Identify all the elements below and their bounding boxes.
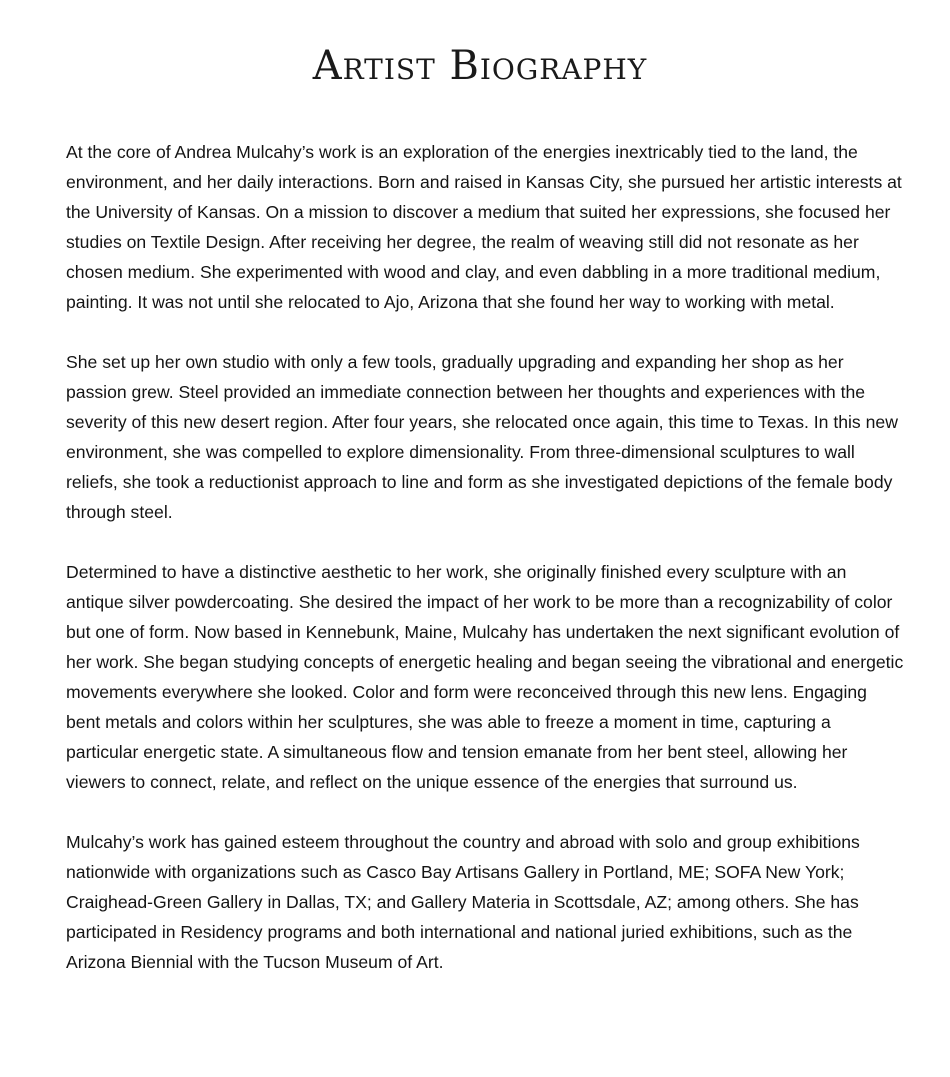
bio-paragraph-1: At the core of Andrea Mulcahy’s work is an exploration of the energies inextricably tied to the land, the environment, and her daily interactions. Born and raised in Kansas City, she pursued her artistic interests at the University of Kansas. On a mission to discover a medium that suited her expressions, she focused her studies on Textile Design. After receiving her degree, the realm of weaving still did not resonate as her chosen medium. She experimented with wood and clay, and even dabbling in a more traditional medium, painting. It was not until she relocated to Ajo, Arizona that she found her way to working with metal. [66, 142, 902, 312]
bio-paragraph-2: She set up her own studio with only a few tools, gradually upgrading and expanding her shop as her passion grew. Steel provided an immediate connection between her thoughts and experiences with the severity of this new desert region. After four years, she relocated once again, this time to Texas. In this new environment, she was compelled to explore dimensionality. From three-dimensional sculptures to wall reliefs, she took a reductionist approach to line and form as she investigated depictions of the female body through steel. [66, 352, 898, 522]
bio-paragraph-3: Determined to have a distinctive aesthetic to her work, she originally finished every sculpture with an antique silver powdercoating. She desired the impact of her work to be more than a recognizability of color but one of form. Now based in Kennebunk, Maine, Mulcahy has undertaken the next significant evolution of her work. She began studying concepts of energetic healing and began seeing the vibrational and energetic movements everywhere she looked. Color and form were reconceived through this new lens. Engaging bent metals and colors within her sculptures, she was able to freeze a moment in time, capturing a particular energetic state. A simultaneous flow and tension emanate from her bent steel, allowing her viewers to connect, relate, and reflect on the unique essence of the energies that surround us. [66, 562, 904, 792]
bio-paragraph-4: Mulcahy’s work has gained esteem throughout the country and abroad with solo and group exhibitions nationwide with organizations such as Casco Bay Artisans Gallery in Portland, ME; SOFA New York; Craighead-Green Gallery in Dallas, TX; and Gallery Materia in Scottsdale, AZ; among others. She has participated in Residency programs and both international and national juried exhibitions, such as the Arizona Biennial with the Tucson Museum of Art. [66, 832, 860, 972]
biography-body [66, 137, 906, 1007]
page-title: Artist Biography [312, 43, 648, 89]
